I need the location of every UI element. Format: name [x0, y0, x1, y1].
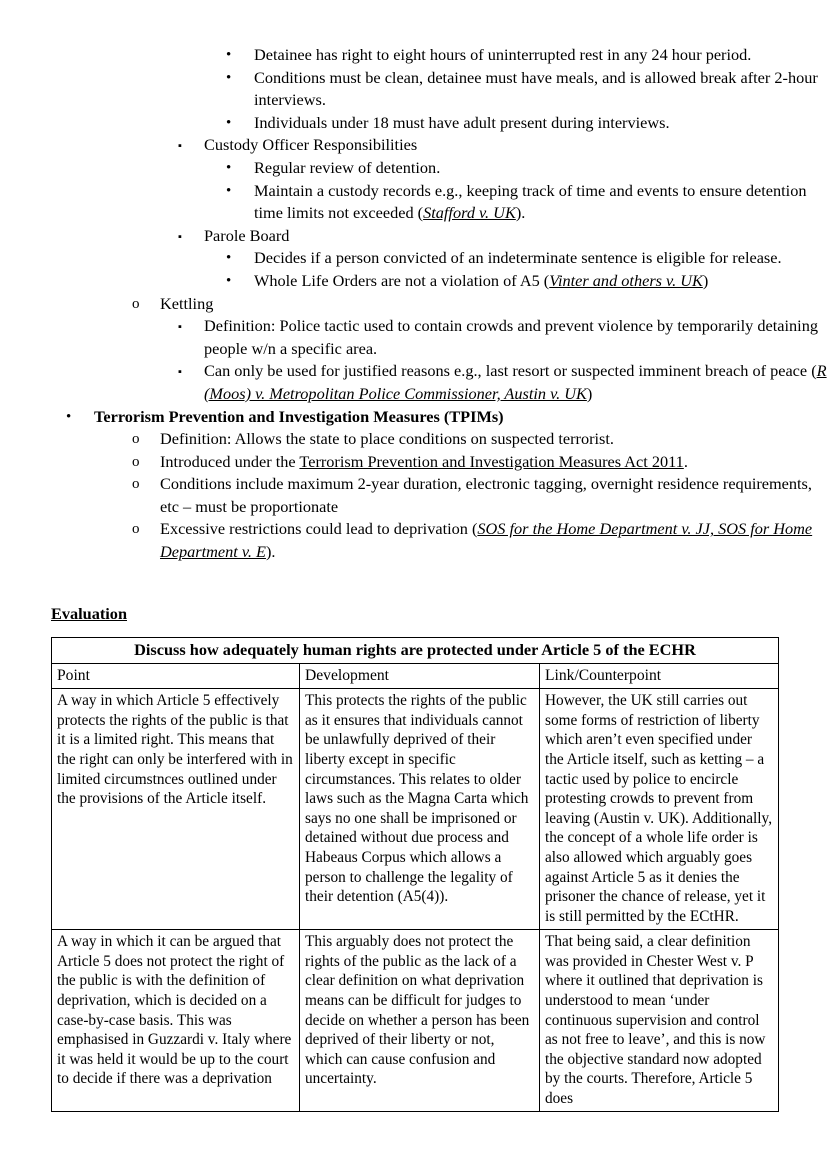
- outline-text-lead: Whole Life Orders are not a violation of A5 (: [254, 270, 550, 290]
- outline-item: [132, 473, 828, 518]
- outline-item-text: [254, 180, 828, 225]
- outline-item: [66, 406, 828, 429]
- outline-item: [226, 44, 828, 67]
- outline-text-lead: Decides if a person convicted of an indeterminate sentence is eligible for release.: [254, 248, 782, 268]
- outline-text-lead: Definition: Allows the state to place conditions on suspected terrorist.: [160, 429, 614, 449]
- outline-item: [178, 360, 828, 405]
- outline-item-text: [204, 315, 828, 360]
- table-row: [52, 689, 779, 930]
- bullet-icon: o: [132, 476, 140, 493]
- outline-text-lead: Can only be used for justified reasons e.g., last resort or suspected imminent breach of peace (: [204, 361, 817, 381]
- bullet-icon: ▪: [178, 230, 182, 243]
- outline-item: [226, 247, 828, 270]
- outline-item: [226, 270, 828, 293]
- table-title: Discuss how adequately human rights are protected under Article 5 of the ECHR: [52, 638, 779, 664]
- column-header-point: Point: [52, 663, 300, 689]
- cell-development: This arguably does not protect the rights of the public as the lack of a clear definition on what deprivation means can be difficult for judges to decide on whether a person has been deprived of their liberty or not, which can cause confusion and uncertainty.: [300, 930, 540, 1111]
- bullet-icon: •: [226, 114, 232, 131]
- bullet-icon: o: [132, 295, 140, 312]
- outline-item-text: [254, 112, 828, 135]
- outline-item-text: [204, 225, 828, 248]
- outline-text-lead: Kettling: [160, 293, 214, 313]
- bullet-icon: ▪: [178, 321, 182, 334]
- outline-item-text: [254, 44, 828, 67]
- outline-text-trail: .: [683, 451, 688, 471]
- cell-point: A way in which it can be argued that Article 5 does not protect the right of the public is with the definition of deprivation, which is decided on a case-by-case basis. This was emphasised in Guzzardi v. Italy where it was held it would be up to the court to decide if there was a deprivation: [52, 930, 300, 1111]
- table-title-row: [52, 638, 779, 664]
- case-citation: SOS for the Home Department v. JJ, SOS for Home Department v. E: [160, 519, 813, 562]
- outline-item-text: [254, 157, 828, 180]
- outline-text-lead: Introduced under the: [160, 451, 300, 471]
- outline-text-trail: ).: [515, 203, 526, 223]
- bullet-icon: o: [132, 521, 140, 538]
- outline-item: [226, 157, 828, 180]
- case-citation: Vinter and others v. UK: [549, 270, 703, 290]
- evaluation-table: [51, 637, 779, 1112]
- outline-text-lead: Parole Board: [204, 225, 290, 245]
- outline-item: [178, 134, 828, 157]
- outline-item: [226, 180, 828, 225]
- outline-item-text: [160, 451, 828, 474]
- case-citation: R (Moos) v. Metropolitan Police Commissioner, Austin v. UK: [204, 361, 827, 403]
- bullet-icon: o: [132, 453, 140, 470]
- cell-link-counterpoint: That being said, a clear definition was provided in Chester West v. P where it outlined that deprivation is understood to mean ‘under continuous supervision and control as not free to leave’, and this is now the objective standard now adopted by the courts. Therefore, Article 5 does: [540, 930, 779, 1111]
- outline-item-text: [94, 406, 828, 429]
- outline-item: [178, 315, 828, 360]
- outline-text-lead: Conditions include maximum 2-year duration, electronic tagging, overnight residence requirements, etc – must be proportionate: [160, 474, 812, 516]
- outline-item-text: [160, 518, 828, 563]
- outline-item-text: [204, 360, 828, 405]
- outline-item-text: [160, 293, 828, 316]
- bullet-icon: •: [226, 69, 232, 86]
- cell-development: This protects the rights of the public as it ensures that individuals cannot be unlawfully deprived of their liberty except in specific circumstances. This relates to older laws such as the Magna Carta which says no one shall be imprisoned or detained without due process and Habeaus Corpus which allows a person to challenge the legality of their detention (A5(4)).: [300, 689, 540, 930]
- outline-text-trail: ).: [265, 542, 276, 562]
- outline-text-lead: Individuals under 18 must have adult present during interviews.: [254, 112, 670, 132]
- case-citation: Stafford v. UK: [423, 203, 516, 223]
- outline-item: [132, 293, 828, 316]
- table-row: [52, 930, 779, 1111]
- cell-point: A way in which Article 5 effectively protects the rights of the public is that it is a limited right. This means that the right can only be interfered with in limited circumstnces outlined under the provisions of the Article itself.: [52, 689, 300, 930]
- outline-text-lead: Regular review of detention.: [254, 157, 441, 177]
- outline-text-trail: ): [702, 270, 709, 290]
- outline-item: [178, 225, 828, 248]
- outline-item: [226, 67, 828, 112]
- outline-text-lead: Custody Officer Responsibilities: [204, 135, 418, 155]
- outline-text-lead: Maintain a custody records e.g., keeping track of time and events to ensure detention time limits not exceeded (: [254, 180, 807, 223]
- bullet-icon: o: [132, 431, 140, 448]
- evaluation-heading: Evaluation: [51, 604, 128, 623]
- bullet-icon: •: [226, 272, 232, 289]
- revision-notes-outline: [0, 44, 828, 564]
- bullet-icon: •: [226, 159, 232, 176]
- outline-text-lead: Terrorism Prevention and Investigation Measures (TPIMs): [94, 406, 504, 426]
- outline-item: [132, 428, 828, 451]
- outline-item-text: [204, 134, 828, 157]
- outline-item: [132, 451, 828, 474]
- outline-item-text: [160, 473, 828, 518]
- outline-item: [226, 112, 828, 135]
- outline-item-text: [254, 67, 828, 112]
- statute-citation: Terrorism Prevention and Investigation Measures Act 2011: [299, 451, 684, 471]
- outline-item: [132, 518, 828, 563]
- cell-link-counterpoint: However, the UK still carries out some forms of restriction of liberty which aren’t even specified under the Article itself, such as ketting – a tactic used by police to encircle protesting crowds to prevent from leaving (Austin v. UK). Additionally, the concept of a whole life order is also allowed which arguably goes against Article 5 as it denies the prisoner the chance of release, yet it is still permitted by the ECtHR.: [540, 689, 779, 930]
- bullet-icon: •: [226, 250, 232, 267]
- bullet-icon: •: [66, 408, 72, 425]
- outline-text-lead: Definition: Police tactic used to contain crowds and prevent violence by temporarily detaining people w/n a specific area.: [204, 316, 818, 358]
- outline-text-lead: Excessive restrictions could lead to deprivation (: [160, 519, 478, 539]
- column-header-link-counterpoint: Link/Counterpoint: [540, 663, 779, 689]
- outline-text-lead: Detainee has right to eight hours of uninterrupted rest in any 24 hour period.: [254, 45, 752, 64]
- bullet-icon: ▪: [178, 140, 182, 153]
- outline-text-lead: Conditions must be clean, detainee must have meals, and is allowed break after 2-hour interviews.: [254, 67, 818, 110]
- outline-item-text: [254, 247, 828, 270]
- column-header-development: Development: [300, 663, 540, 689]
- outline-item-text: [254, 270, 828, 293]
- outline-text-trail: ): [586, 383, 593, 403]
- bullet-icon: •: [226, 182, 232, 199]
- bullet-icon: ▪: [178, 366, 182, 379]
- outline-item-text: [160, 428, 828, 451]
- table-header-row: [52, 663, 779, 689]
- bullet-icon: •: [226, 47, 232, 63]
